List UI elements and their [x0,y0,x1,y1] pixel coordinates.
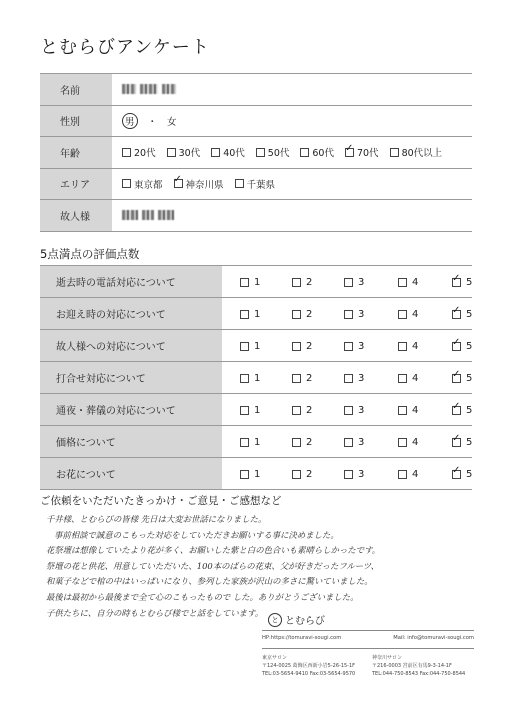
rating-option[interactable] [452,277,472,288]
rating-row [40,393,472,425]
rating-option[interactable] [344,469,364,480]
age-option-30s[interactable] [167,145,201,159]
redacted-mark [162,84,176,94]
rating-row [40,329,472,361]
feedback-line: 千井様、とむらびの皆様 先日は大変お世話になりました。 [46,514,267,524]
rating-option[interactable] [344,373,364,384]
checkbox-checked[interactable] [452,374,461,383]
rating-option-label: 3 [358,309,365,320]
redacted-mark [142,210,154,220]
rating-option-label: 1 [254,469,261,480]
feedback-line: 事前相談で誠意のこもった対応をしていただきお願いする事に決めました。 [54,529,339,540]
info-row-age [40,136,472,168]
rating-option[interactable] [240,437,260,448]
rating-option-label: 3 [358,405,365,416]
rating-option-label: 4 [412,309,419,320]
checkbox[interactable] [240,438,249,447]
age-option-60s[interactable] [300,145,334,159]
label-area: エリア [40,169,112,200]
rating-label: 打合せ対応について [40,362,222,393]
rating-option[interactable] [344,309,364,320]
checkbox-checked[interactable] [345,148,354,157]
rating-options [222,298,472,329]
checkbox[interactable] [240,310,249,319]
area-option-kanagawa[interactable] [174,177,224,191]
feedback-line: 子供たちに、自分の時もとむらび様でと話をしています。 [46,607,264,618]
checkbox[interactable] [292,374,301,383]
checkbox-checked[interactable] [452,278,461,287]
rating-section-title: 5点満点の評価点数 [40,247,140,261]
rating-row [40,265,472,297]
option-label: 80代以上 [401,148,443,160]
rating-option[interactable] [292,277,312,288]
rating-option-label: 5 [466,405,473,416]
gender-separator: ・ [147,116,158,128]
footer-hp[interactable]: HP:https://tomuravi-sougi.com [262,635,342,641]
rating-option[interactable] [398,373,418,384]
area-option-chiba[interactable] [235,177,276,191]
rating-option[interactable] [344,405,364,416]
rating-option[interactable] [398,405,418,416]
checkbox[interactable] [240,374,249,383]
option-label: 東京都 [134,179,163,191]
rating-option-label: 2 [306,469,313,480]
checkbox[interactable] [398,310,407,319]
rating-option-label: 2 [306,437,313,448]
rating-option[interactable] [292,341,312,352]
rating-options [222,362,472,393]
rating-option[interactable] [240,309,260,320]
rating-option-label: 4 [412,437,419,448]
checkbox[interactable] [122,179,131,188]
rating-option[interactable] [452,341,472,352]
checkbox-checked[interactable] [452,310,461,319]
rating-row [40,297,472,329]
rating-option[interactable] [240,405,260,416]
rating-option-label: 1 [254,309,261,320]
checkbox[interactable] [398,374,407,383]
feedback-line: 最後は最初から最後まで全て心のこもったもので した。ありがとうございました。 [46,591,359,602]
rating-option-label: 3 [358,277,365,288]
checkbox[interactable] [292,470,301,479]
rating-option-label: 2 [306,277,313,288]
rating-row [40,361,472,393]
checkbox[interactable] [390,148,399,157]
rating-option-label: 5 [466,277,473,288]
age-option-70s[interactable] [345,145,379,159]
rating-option[interactable] [240,277,260,288]
kanagawa-tel: TEL:044-750-8543 Fax:044-750-8544 [372,671,466,677]
checkbox[interactable] [344,438,353,447]
company-logo [268,612,325,627]
footer-mail[interactable]: Mail: info@tomuravi-sougi.com [393,635,474,641]
checkbox[interactable] [344,278,353,287]
rating-label: 逝去時の電話対応について [40,266,222,297]
rating-option-label: 4 [412,277,419,288]
info-row-name [40,73,472,105]
rating-option[interactable] [398,309,418,320]
page-title: とむらびアンケート [40,37,210,58]
checkbox[interactable] [344,470,353,479]
checkbox[interactable] [240,342,249,351]
option-label: 神奈川県 [185,179,224,191]
checkbox[interactable] [398,438,407,447]
rating-option-label: 1 [254,437,261,448]
area-option-tokyo[interactable] [122,177,163,191]
footer-addresses [262,648,474,678]
rating-option[interactable] [344,437,364,448]
rating-option-label: 1 [254,405,261,416]
option-label: 70代 [356,148,379,160]
rating-option[interactable] [292,469,312,480]
rating-option-label: 3 [358,341,365,352]
checkbox[interactable] [167,148,176,157]
rating-option-label: 1 [254,341,261,352]
checkbox-checked[interactable] [452,406,461,415]
checkbox-checked[interactable] [452,342,461,351]
gender-value [112,106,472,137]
rating-row [40,457,472,490]
checkbox[interactable] [292,438,301,447]
rating-option-label: 4 [412,373,419,384]
tokyo-name: 東京サロン [262,655,288,661]
rating-option-label: 3 [358,437,365,448]
rating-option-label: 5 [466,373,473,384]
checkbox[interactable] [240,278,249,287]
logo-mark-icon: と [268,613,282,627]
info-row-gender [40,105,472,137]
gender-female[interactable]: 女 [167,116,177,128]
rating-option[interactable] [452,405,472,416]
checkbox-checked[interactable] [452,438,461,447]
feedback-line: 祭壇の花と供花、用意していただいた、100本のばらの花束、父が好きだったフルーツ、 [46,560,379,571]
rating-label: 通夜・葬儀の対応について [40,394,222,425]
checkbox[interactable] [398,278,407,287]
age-options [112,137,472,168]
rating-option-label: 2 [306,373,313,384]
checkbox[interactable] [122,148,131,157]
checkbox[interactable] [344,342,353,351]
rating-option[interactable] [292,309,312,320]
rating-option[interactable] [292,373,312,384]
feedback-line: 和菓子などで棺の中はいっぱいになり、参列した家族が沢山の多さに驚いていました。 [46,576,373,587]
rating-option-label: 2 [306,309,313,320]
footer-contact [262,630,474,641]
option-label: 40代 [223,148,245,160]
rating-option-label: 5 [466,469,473,480]
rating-option[interactable] [344,277,364,288]
gender-male-selected[interactable]: 男 [122,113,138,129]
redacted-mark [122,84,136,94]
redacted-mark [158,210,174,220]
checkbox[interactable] [398,470,407,479]
rating-option[interactable] [398,437,418,448]
rating-option[interactable] [398,277,418,288]
option-label: 30代 [178,148,201,160]
checkbox[interactable] [240,470,249,479]
redacted-mark [122,210,138,220]
checkbox[interactable] [292,310,301,319]
label-deceased: 故人様 [40,200,112,231]
option-label: 20代 [134,148,156,160]
checkbox[interactable] [211,148,220,157]
info-table [40,73,472,232]
checkbox[interactable] [398,406,407,415]
rating-options [222,394,472,425]
feedback-handwritten-text [46,512,466,621]
tokyo-address: 〒124-0025 葛飾区西新小岩5-26-15-1F [262,663,356,669]
deceased-value-redacted [112,200,472,231]
checkbox[interactable] [344,310,353,319]
logo-name: とむらび [285,616,325,627]
checkbox[interactable] [344,374,353,383]
rating-option-label: 4 [412,469,419,480]
checkbox[interactable] [256,148,265,157]
option-label: 50代 [267,148,290,160]
age-option-40s[interactable] [211,145,245,159]
checkbox[interactable] [292,278,301,287]
rating-option[interactable] [398,341,418,352]
feedback-heading: ご依頼をいただいたきっかけ・ご意見・ご感想など [40,495,282,507]
rating-label: 価格について [40,426,222,457]
checkbox[interactable] [292,342,301,351]
rating-label: 故人様への対応について [40,330,222,361]
age-option-80s-plus[interactable] [390,145,443,159]
checkbox[interactable] [398,342,407,351]
checkbox[interactable] [292,406,301,415]
name-value-redacted [112,74,472,105]
age-option-50s[interactable] [256,145,290,159]
option-label: 60代 [312,148,334,160]
checkbox-checked[interactable] [174,179,183,188]
rating-option-label: 4 [412,341,419,352]
checkbox-checked[interactable] [452,470,461,479]
checkbox[interactable] [235,179,244,188]
rating-option-label: 5 [466,341,473,352]
label-gender: 性別 [40,106,112,137]
kanagawa-address: 〒216-0003 宮前区有馬9-3-14-1F [372,663,452,669]
rating-option-label: 2 [306,341,313,352]
rating-option[interactable] [398,469,418,480]
checkbox[interactable] [300,148,309,157]
rating-label: お迎え時の対応について [40,298,222,329]
rating-option-label: 3 [358,469,365,480]
rating-option-label: 5 [466,309,473,320]
rating-option-label: 1 [254,277,261,288]
label-name: 名前 [40,74,112,105]
label-age: 年齢 [40,137,112,168]
redacted-mark [140,84,158,94]
rating-option-label: 3 [358,373,365,384]
rating-option-label: 4 [412,405,419,416]
rating-options [222,426,472,457]
rating-option-label: 5 [466,437,473,448]
checkbox[interactable] [240,406,249,415]
rating-row [40,425,472,457]
rating-option-label: 1 [254,373,261,384]
rating-label: お花について [40,458,222,489]
rating-option[interactable] [452,437,472,448]
kanagawa-name: 神奈川サロン [372,655,403,661]
age-option-20s[interactable] [122,145,156,159]
rating-option[interactable] [240,341,260,352]
rating-option[interactable] [452,309,472,320]
rating-option-label: 2 [306,405,313,416]
area-options [112,169,472,200]
rating-option[interactable] [240,373,260,384]
rating-option[interactable] [292,437,312,448]
rating-table [40,265,472,490]
rating-option[interactable] [452,373,472,384]
rating-option[interactable] [452,469,472,480]
option-label: 千葉県 [246,179,276,191]
rating-options [222,458,472,489]
footer-kanagawa [372,654,474,678]
feedback-line: 花祭壇は想像していたより花が多く、お願いした紫と白の色合いも素晴らしかったです。 [46,545,381,556]
info-row-area [40,168,472,200]
rating-options [222,330,472,361]
tokyo-tel: TEL:03-5654-9410 Fax:03-5654-9570 [262,671,356,677]
info-row-deceased [40,199,472,232]
footer-tokyo [262,654,364,678]
rating-option[interactable] [344,341,364,352]
rating-option[interactable] [240,469,260,480]
rating-options [222,266,472,297]
checkbox[interactable] [344,406,353,415]
rating-option[interactable] [292,405,312,416]
